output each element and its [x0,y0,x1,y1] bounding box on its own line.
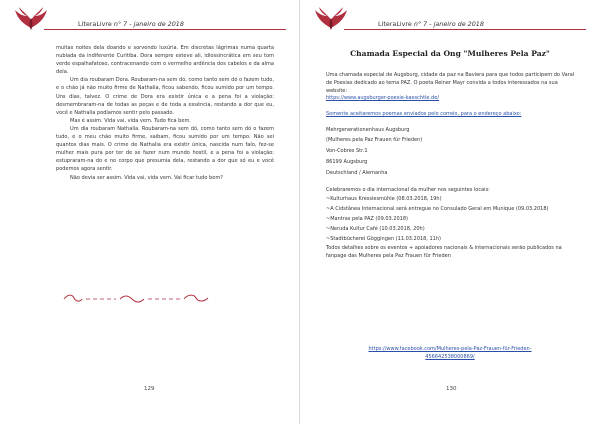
event-item: ~Stadtbücherei Göggingen (11.03.2018, 11h) [326,235,441,242]
flourish-divider-icon [62,293,212,305]
header-rule [44,29,286,30]
address-line: Mehrgenerationenhaus Augsburg [326,126,410,133]
page-number: 129 [144,386,155,392]
details-text: Todos detalhes sobre os eventos + apoiadores nacionais & internacionais serão publicados na fanpage das Mulheres pela Paz Frauen für Frieden [326,245,562,260]
address-line: Deutschland / Alemanha [326,169,388,176]
wings-logo-icon [14,6,48,36]
address-line: 86199 Augsburg [326,158,368,165]
header-title: LiteraLivre n° 7 - janeiro de 2018 [78,20,184,28]
event-item: ~Kulturhaus Kresslesmühle (08.03.2018, 19h) [326,196,442,203]
event-item: ~Mantras pela PAZ (09.03.2018) [326,215,408,222]
address-line: Von-Cobres Str.1 [326,148,368,155]
paragraph: Um dia roubaram Dora. Roubaram-na sem dó, como tanto sem dó o fazem tudo, e o chão já não muito firme de Nathalia, ficou sabendo, ficou sumido por um tempo. Uns dias, talvez. O crime de Dora era existir única e a pena foi a violação: desmembraram-na de todas as peças e de toda a essência, restando a dor que eu, você e Nathalia podíamos sentir pelo passado. [56,77,274,116]
facebook-block [360,346,540,362]
right-page [300,0,600,424]
page-number: 130 [446,386,457,392]
celebration-intro: Celebraremos o dia internacional da mulher nos seguintes locais: [326,186,490,193]
article-title: Chamada Especial da Ong "Mulheres Pela Paz" [350,49,550,58]
page-header [14,6,286,36]
website-link[interactable]: https://www.augsburger-poesie-kaeschtle.de/ [326,95,440,102]
address-line: (Mulheres pela Paz Frauen für Frieden) [326,137,423,144]
event-item: ~Neruda Kultur Café (10.03.2018, 20h) [326,225,425,232]
page-header [314,6,586,36]
header-title: LiteraLivre n° 7 - janeiro de 2018 [378,20,484,28]
story-text [56,44,274,182]
wings-logo-icon [314,6,348,36]
paragraph: muitas noites dela doando e sorvendo luxúria. Em discretas lágrimas numa quarta nublada da indiferente Curitiba. Dora sempre esteve ali, idiossincrática em seu tom verde espalhafatoso, contracenando com o vermelho ardência dos cabelos e da alma dela. [56,45,274,76]
paragraph: Um dia roubaram Nathalia. Roubaram-na sem dó, como tanto sem dó o fazem tudo, e o meu chão muito firme, saibam, ficou sumido por um tempo. Não sei quantos dias mais. O crime de Nathalia era existir única, nascida num falo, fez-se mulher mais pura por ter de se fazer num mundo hostil, e a pena foi a violação: estupraram-na do e no corpo que presumia dela, restando a dor que só eu e você podemos agora sentir. [56,125,274,173]
facebook-link[interactable]: https://www.facebook.com/Mulheres-pela-Paz-Frauen-für-Frieden-456642538000869/ [368,346,532,360]
intro-text: Uma chamada especial de Augsburg, cidade da paz na Baviera para que todos participem do Varal de Poesias dedicado ao tema PAZ. O poeta Reiner Mayr convida a todos interessados na sua website: [326,72,575,94]
paragraph: Mas é assim. Vida vai, vida vem. Tudo fica bem. [70,117,191,124]
mail-note: Somente aceitaremos poemas enviados pelo correio, para o endereço abaixo: [326,110,522,117]
event-item: ~A Cidstânea Internacional será entregue no Consulado Geral em Munique (09.03.2018) [326,206,549,213]
article-body [326,72,578,261]
header-rule [344,29,586,30]
paragraph: Não devia ser assim. Vida vai, vida vem. Vai ficar tudo bem? [70,174,223,181]
